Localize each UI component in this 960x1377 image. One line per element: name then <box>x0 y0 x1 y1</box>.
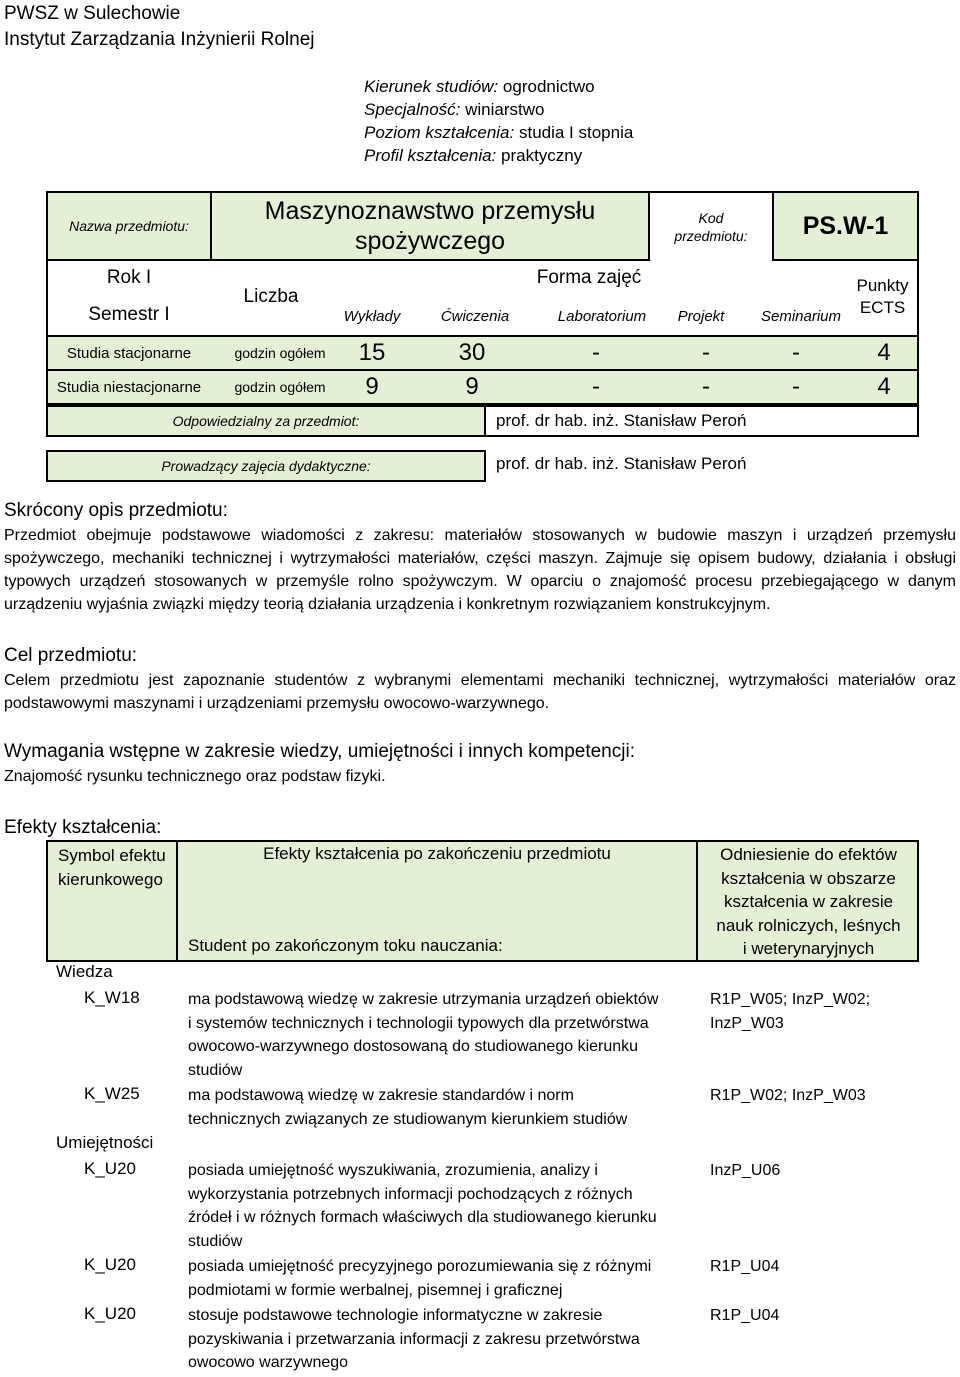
course-code-label: Kod przedmiotu: <box>650 191 772 261</box>
effect-description: stosuje podstawowe technologie informatyczne w zakresie pozyskiwania i przetwarzania informacji z zakresu przetwórstwa owocowo warzywnego <box>188 1307 640 1371</box>
school-name: PWSZ w Sulechowie <box>4 3 181 24</box>
course-name-label: Nazwa przedmiotu: <box>46 191 212 261</box>
requirements-title: Wymagania wstępne w zakresie wiedzy, umiejętności i innych kompetencji: <box>4 741 635 762</box>
value-project-fulltime: - <box>702 339 710 366</box>
effect-reference: R1P_U04 <box>710 1258 780 1275</box>
form-laboratory: Laboratorium <box>557 307 647 325</box>
meta-block <box>364 75 633 167</box>
course-code: PS.W-1 <box>772 191 919 261</box>
value-exercises-parttime: 9 <box>465 373 479 400</box>
responsible-name: prof. dr hab. inż. Stanisław Peroń <box>496 411 747 430</box>
effect-description: ma podstawową wiedzę w zakresie utrzymania urządzeń obiektów i systemów technicznych i technologii typowych dla przetwórstwa owocowo-warzywnego dostosowaną do studiowanego kierunku studiów <box>188 991 659 1079</box>
effect-symbol: K_U20 <box>84 1304 136 1323</box>
course-info-box <box>46 191 919 444</box>
effect-description: ma podstawową wiedzę w zakresie standardów i norm technicznych związanych ze studiowanym kierunkiem studiów <box>188 1087 628 1128</box>
form-project: Projekt <box>677 307 725 325</box>
form-exercises: Ćwiczenia <box>440 307 510 325</box>
effects-title: Efekty kształcenia: <box>4 817 162 838</box>
form-lectures: Wykłady <box>343 307 401 325</box>
requirements-text: Znajomość rysunku technicznego oraz podstaw fizyki. <box>4 768 386 785</box>
study-unit-parttime: godzin ogółem <box>234 379 326 395</box>
effect-reference: R1P_U04 <box>710 1307 780 1324</box>
effect-symbol: K_U20 <box>84 1255 136 1274</box>
form-seminar: Seminarium <box>760 307 842 325</box>
group-skills: Umiejętności <box>56 1133 154 1152</box>
value-project-parttime: - <box>702 373 710 400</box>
count-label: Liczba <box>243 286 299 307</box>
effect-symbol: K_W25 <box>84 1084 140 1103</box>
effect-reference: InzP_U06 <box>710 1162 781 1179</box>
value-laboratory-fulltime: - <box>592 339 600 366</box>
semester: Semestr I <box>88 304 170 325</box>
effects-head-symbol: Symbol efektu kierunkowego <box>58 846 166 889</box>
group-knowledge: Wiedza <box>56 962 113 981</box>
value-ects-fulltime: 4 <box>877 339 891 366</box>
short-desc-title: Skrócony opis przedmiotu: <box>4 500 228 521</box>
study-mode-fulltime: Studia stacjonarne <box>66 344 192 362</box>
teacher-label: Prowadzący zajęcia dydaktyczne: <box>46 450 486 482</box>
effects-head-title: Efekty kształcenia po zakończeniu przedmiotu <box>263 844 611 863</box>
effect-reference: R1P_W02; InzP_W03 <box>710 1087 866 1104</box>
effect-symbol: K_W18 <box>84 988 140 1007</box>
value-seminar-parttime: - <box>792 373 800 400</box>
effect-description: posiada umiejętność precyzyjnego porozumiewania się z różnymi podmiotami w formie werbalnej, pisemnej i graficznej <box>188 1258 652 1299</box>
course-name: Maszynoznawstwo przemysłu spożywczego <box>210 191 650 261</box>
value-ects-parttime: 4 <box>877 373 891 400</box>
effect-reference: R1P_W05; InzP_W02; InzP_W03 <box>710 991 871 1032</box>
value-lectures-fulltime: 15 <box>358 339 386 366</box>
goal-title: Cel przedmiotu: <box>4 645 138 666</box>
institute-name: Instytut Zarządzania Inżynierii Rolnej <box>4 29 315 50</box>
meta-specialty: Specjalność: winiarstwo <box>364 100 545 119</box>
value-laboratory-parttime: - <box>592 373 600 400</box>
meta-profile: Profil kształcenia: praktyczny <box>364 146 583 165</box>
study-mode-parttime: Studia niestacjonarne <box>56 378 202 396</box>
effects-head-student: Student po zakończonym toku nauczania: <box>188 936 503 955</box>
effect-description: posiada umiejętność wyszukiwania, zrozumienia, analizy i wykorzystania potrzebnych informacji pochodzących z różnych źródeł i w różnych formach właściwych dla studiowanego kierunku studiów <box>188 1162 657 1250</box>
responsible-label: Odpowiedzialny za przedmiot: <box>46 405 486 437</box>
effects-head-reference: Odniesienie do efektów kształcenia w obszarze kształcenia w zakresie nauk rolniczych, leśnych i weterynaryjnych <box>716 845 901 958</box>
short-desc-text: Przedmiot obejmuje podstawowe wiadomości z zakresu: materiałów stosowanych w budowie maszyn i urządzeń przemysłu spożywczego, mechaniki technicznej i wytrzymałości materiałów, części maszyn. Zajmuje się opisem budowy, działania i obsługi typowych urządzeń stosowanych w przemyśle rolno spożywczym. W oparciu o znajomość procesu przebiegającego w danym urządzeniu wyjaśnia związki między teorią działania urządzenia i konkretnym rozwiązaniem konstrukcyjnym. <box>4 527 956 613</box>
forms-label: Forma zajęć <box>536 267 642 288</box>
ects-label: Punkty ECTS <box>856 276 909 317</box>
study-unit-fulltime: godzin ogółem <box>234 345 326 361</box>
value-seminar-fulltime: - <box>792 339 800 366</box>
effect-symbol: K_U20 <box>84 1159 136 1178</box>
teacher-name: prof. dr hab. inż. Stanisław Peroń <box>496 454 747 473</box>
value-lectures-parttime: 9 <box>365 373 379 400</box>
meta-field-of-study: Kierunek studiów: ogrodnictwo <box>364 77 595 96</box>
meta-level: Poziom kształcenia: studia I stopnia <box>364 123 634 142</box>
value-exercises-fulltime: 30 <box>458 339 486 366</box>
goal-text: Celem przedmiotu jest zapoznanie studentów z wybranymi elementami mechaniki technicznej, wytrzymałości materiałów oraz podstawowymi maszynami i urządzeniami przemysłu owocowo-warzywnego. <box>4 672 956 712</box>
year: Rok I <box>106 267 152 288</box>
